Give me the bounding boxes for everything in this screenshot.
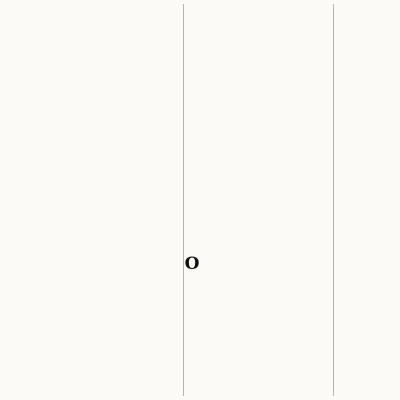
column-divider [183,4,184,396]
column-lower-right [196,270,324,398]
column-divider [333,4,334,396]
column-far-right [340,2,400,398]
column-upper-left [40,2,168,256]
column-upper-right [196,2,324,240]
section-letter: O [184,254,200,274]
column-lower-left [40,270,168,398]
